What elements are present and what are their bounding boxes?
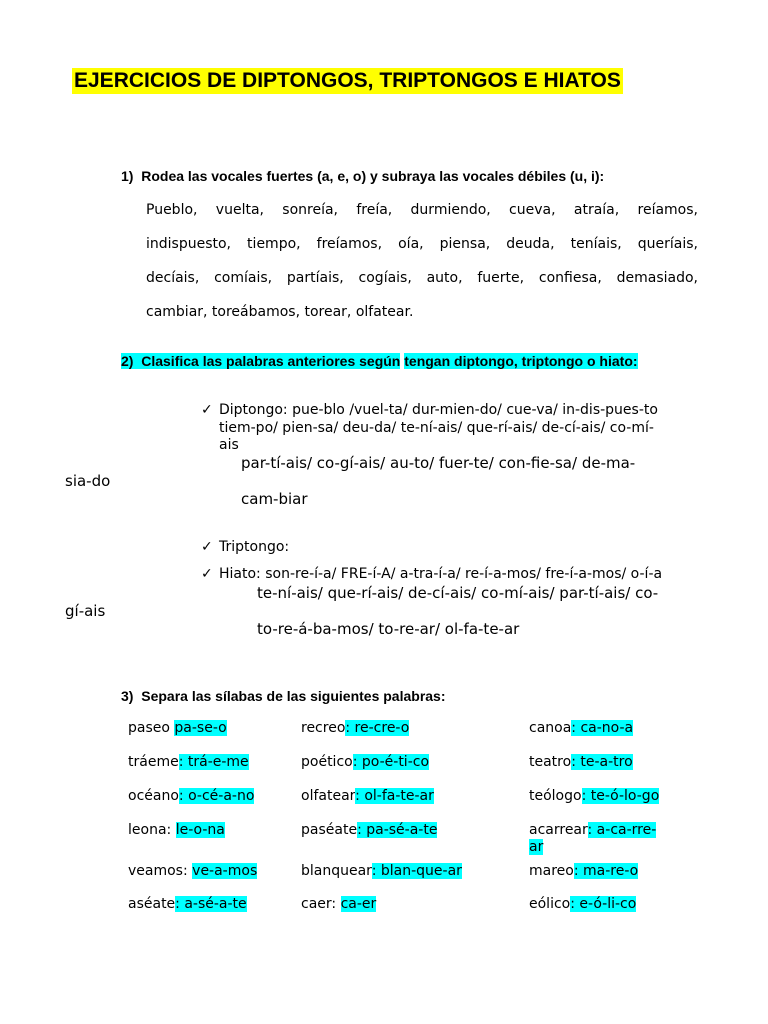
answer: : a-ca-rre- xyxy=(587,822,657,838)
word: canoa xyxy=(529,720,572,736)
question-3-text: Separa las sílabas de las siguientes palabras: xyxy=(141,688,446,704)
hiato-line: to-re-á-ba-mos/ to-re-ar/ ol-fa-te-ar xyxy=(257,620,520,638)
answer: : pa-sé-a-te xyxy=(357,822,438,838)
word: olfatear xyxy=(301,788,356,804)
answer: : blan-que-ar xyxy=(371,863,462,879)
word: acarrear xyxy=(529,822,588,838)
word-list-line: cambiar, toreábamos, torear, olfatear. xyxy=(146,304,414,320)
word: mareo xyxy=(529,863,574,879)
word: teólogo xyxy=(529,788,582,804)
answer: : ol-fa-te-ar xyxy=(355,788,434,804)
word: paséate xyxy=(301,822,358,838)
question-2-text-b: tengan diptongo, triptongo o hiato: xyxy=(404,353,638,369)
word: caer: xyxy=(301,896,341,912)
answer: pa-se-o xyxy=(174,720,227,736)
syllable-item xyxy=(529,788,659,804)
word: veamos: xyxy=(128,863,193,879)
syllable-item xyxy=(128,720,227,736)
answer: : trá-e-me xyxy=(178,754,249,770)
page-title: EJERCICIOS DE DIPTONGOS, TRIPTONGOS E HIATOS xyxy=(74,69,621,92)
answer: : te-ó-lo-go xyxy=(581,788,660,804)
answer: : po-é-ti-co xyxy=(352,754,430,770)
question-2-text-a: Clasifica las palabras anteriores según xyxy=(141,353,401,369)
syllable-item xyxy=(128,896,247,912)
answer: : o-cé-a-no xyxy=(178,788,255,804)
syllable-item xyxy=(301,720,409,736)
syllable-item xyxy=(301,896,376,912)
diptongo-line: ais xyxy=(219,437,239,453)
word: océano xyxy=(128,788,179,804)
hiato-line: gí-ais xyxy=(65,602,106,620)
word: tráeme xyxy=(128,754,179,770)
word-list-line: decíais, comíais, partíais, cogíais, auto, fuerte, confiesa, demasiado, xyxy=(146,270,698,286)
syllable-item-continued xyxy=(529,839,543,855)
syllable-item xyxy=(301,822,437,838)
word: teatro xyxy=(529,754,572,770)
word: paseo xyxy=(128,720,175,736)
syllable-item xyxy=(529,822,656,838)
answer: : te-a-tro xyxy=(571,754,633,770)
syllable-item xyxy=(529,720,633,736)
question-2 xyxy=(121,353,638,369)
syllable-item xyxy=(301,863,462,879)
answer: : ma-re-o xyxy=(573,863,639,879)
question-1 xyxy=(121,168,604,184)
syllable-item xyxy=(301,788,434,804)
syllable-item xyxy=(128,788,254,804)
question-1-text: Rodea las vocales fuertes (a, e, o) y subraya las vocales débiles (u, i): xyxy=(141,168,605,184)
word: recreo xyxy=(301,720,346,736)
checkmark-icon: ✓ xyxy=(201,566,213,582)
word-list-line: Pueblo, vuelta, sonreía, freía, durmiendo, cueva, atraía, reíamos, xyxy=(146,202,698,218)
diptongo-line: tiem-po/ pien-sa/ deu-da/ te-ní-ais/ que-rí-ais/ de-cí-ais/ co-mí- xyxy=(219,420,654,436)
answer: ve-a-mos xyxy=(192,863,258,879)
question-2-number: 2) xyxy=(121,353,134,369)
checkmark-icon: ✓ xyxy=(201,539,213,555)
syllable-item xyxy=(529,896,636,912)
question-3 xyxy=(121,688,446,704)
triptongo-label: Triptongo: xyxy=(219,539,290,555)
answer: : re-cre-o xyxy=(345,720,410,736)
syllable-item xyxy=(301,754,429,770)
word: poético xyxy=(301,754,353,770)
word: blanquear xyxy=(301,863,372,879)
answer: ar xyxy=(529,839,544,855)
syllable-item xyxy=(529,863,638,879)
word: aséate xyxy=(128,896,176,912)
syllable-item xyxy=(128,863,257,879)
answer: : a-sé-a-te xyxy=(175,896,247,912)
checkmark-icon: ✓ xyxy=(201,402,213,418)
answer: le-o-na xyxy=(175,822,225,838)
diptongo-line: Diptongo: pue-blo /vuel-ta/ dur-mien-do/ cue-va/ in-dis-pues-to xyxy=(219,402,658,418)
hiato-line: Hiato: son-re-í-a/ FRE-í-A/ a-tra-í-a/ re-í-a-mos/ fre-í-a-mos/ o-í-a xyxy=(219,566,663,582)
diptongo-line: par-tí-ais/ co-gí-ais/ au-to/ fuer-te/ con-fie-sa/ de-ma- xyxy=(241,454,636,472)
word: eólico xyxy=(529,896,571,912)
answer: : ca-no-a xyxy=(571,720,634,736)
syllable-item xyxy=(128,822,225,838)
answer: : e-ó-li-co xyxy=(570,896,637,912)
hiato-line: te-ní-ais/ que-rí-ais/ de-cí-ais/ co-mí-ais/ par-tí-ais/ co- xyxy=(257,584,659,602)
diptongo-line: cam-biar xyxy=(241,490,308,508)
diptongo-line: sia-do xyxy=(65,472,111,490)
question-3-number: 3) xyxy=(121,688,134,704)
word: leona: xyxy=(128,822,176,838)
question-1-number: 1) xyxy=(121,168,134,184)
answer: ca-er xyxy=(340,896,377,912)
syllable-item xyxy=(128,754,249,770)
word-list-line: indispuesto, tiempo, freíamos, oía, piensa, deuda, teníais, queríais, xyxy=(146,236,698,252)
syllable-item xyxy=(529,754,633,770)
